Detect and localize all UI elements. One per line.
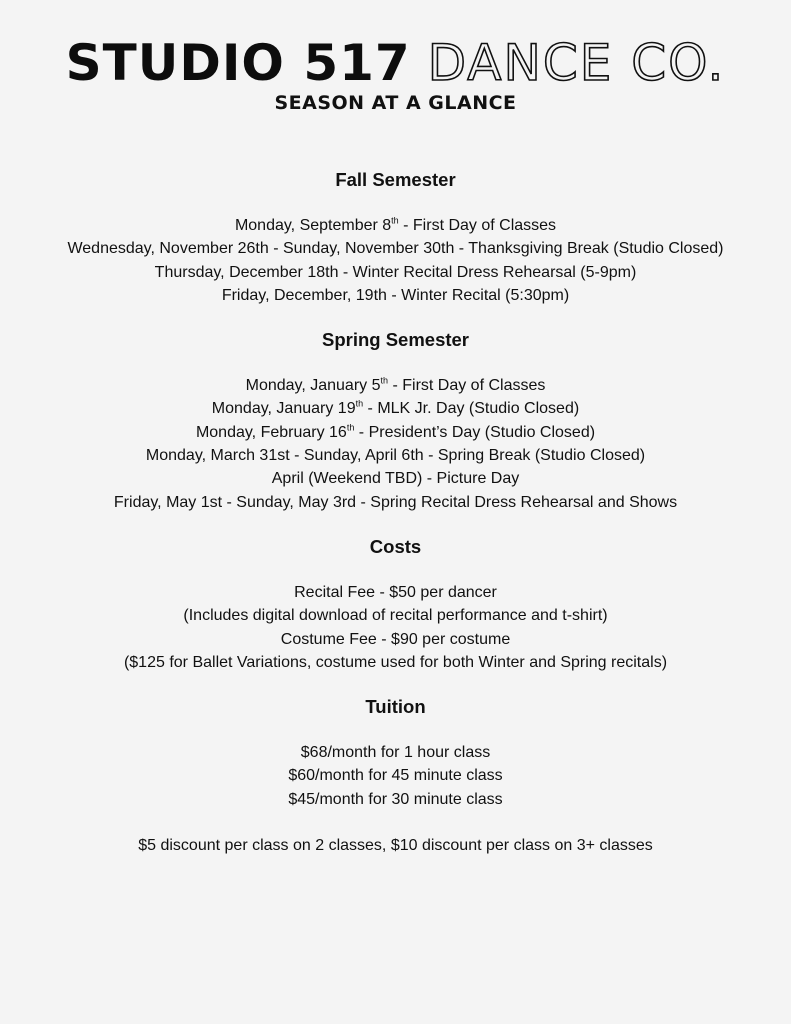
spring-line xyxy=(0,421,791,444)
spring-line xyxy=(0,491,791,514)
tuition-title: Tuition xyxy=(365,696,426,718)
header xyxy=(0,32,791,114)
fall-line xyxy=(0,214,791,237)
ordinal-suffix: th xyxy=(380,375,389,386)
spring-line-text: Monday, March 31st - Sunday, April 6th - Spring Break (Studio Closed) xyxy=(145,447,646,465)
tuition-line: $45/month for 30 minute class xyxy=(288,790,503,808)
costs-line: (Includes digital download of recital performance and t-shirt) xyxy=(183,607,608,625)
spring-line-text: Monday, January 5 xyxy=(245,377,381,395)
spring-line-text: April (Weekend TBD) - Picture Day xyxy=(271,470,520,488)
page-subtitle: SEASON AT A GLANCE xyxy=(274,92,517,114)
spring-semester-title: Spring Semester xyxy=(321,329,470,351)
costs-line: Recital Fee - $50 per dancer xyxy=(294,583,497,601)
spring-line-text-end: - President’s Day (Studio Closed) xyxy=(354,423,596,441)
fall-line xyxy=(0,261,791,284)
spring-line-text: Monday, February 16 xyxy=(195,423,347,441)
ordinal-suffix: th xyxy=(391,215,399,226)
studio-logo-title xyxy=(0,32,791,94)
fall-line-text-end: - First Day of Classes xyxy=(398,217,557,234)
spring-line xyxy=(0,397,791,420)
fall-semester-title: Fall Semester xyxy=(335,169,456,190)
costs-section xyxy=(0,535,791,674)
schedule-content xyxy=(0,168,791,878)
fall-line-text: Friday, December, 19th - Winter Recital (5:30pm) xyxy=(221,286,570,304)
fall-semester-section xyxy=(0,168,791,307)
spring-line-text: Monday, January 19 xyxy=(211,400,356,418)
spring-line xyxy=(0,444,791,467)
fall-line-text: Thursday, December 18th - Winter Recital Dress Rehearsal (5-9pm) xyxy=(154,263,637,281)
spring-line-text-end: - MLK Jr. Day (Studio Closed) xyxy=(363,400,580,418)
tuition-discount: $5 discount per class on 2 classes, $10 discount per class on 3+ classes xyxy=(138,837,653,855)
spacer xyxy=(0,811,791,834)
fall-line-text: Monday, September 8 xyxy=(234,217,392,234)
spring-line xyxy=(0,467,791,490)
spring-line-text-end: - First Day of Classes xyxy=(388,377,546,395)
tuition-line: $68/month for 1 hour class xyxy=(300,744,491,762)
fall-line-text: Wednesday, November 26th - Sunday, November 30th - Thanksgiving Break (Studio Closed) xyxy=(67,240,724,258)
spring-semester-section xyxy=(0,328,791,514)
ordinal-suffix: th xyxy=(355,399,364,410)
tuition-section xyxy=(0,695,791,857)
costs-line: ($125 for Ballet Variations, costume used for both Winter and Spring recitals) xyxy=(123,653,668,671)
brand-name-bold: STUDIO 517 xyxy=(65,34,411,92)
spring-line xyxy=(0,374,791,397)
spring-line-text: Friday, May 1st - Sunday, May 3rd - Spring Recital Dress Rehearsal and Shows xyxy=(113,493,678,511)
costs-title: Costs xyxy=(369,535,422,557)
tuition-line: $60/month for 45 minute class xyxy=(288,767,503,785)
brand-name-outline: DANCE CO. xyxy=(427,34,726,92)
ordinal-suffix: th xyxy=(346,422,355,433)
costs-line: Costume Fee - $90 per costume xyxy=(280,630,511,648)
fall-line xyxy=(0,284,791,307)
fall-line xyxy=(0,237,791,260)
